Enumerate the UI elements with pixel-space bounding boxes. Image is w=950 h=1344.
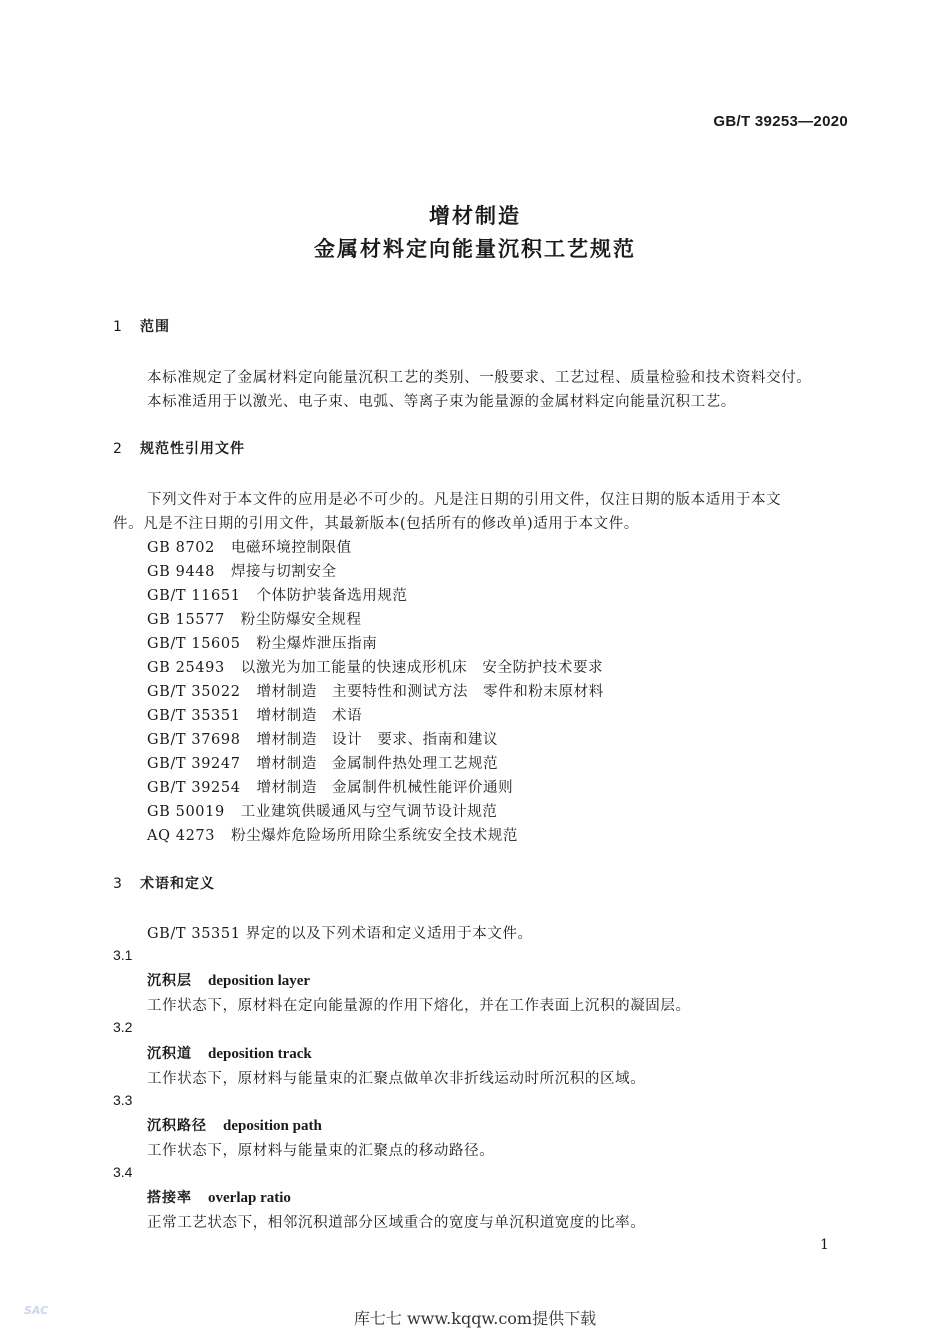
term-definition: 工作状态下，原材料与能量束的汇聚点做单次非折线运动时所沉积的区域。 (147, 1071, 646, 1087)
page-number: 1 (820, 1237, 829, 1253)
reference-item (147, 728, 498, 749)
term-number: 3.3 (113, 1092, 133, 1108)
section-number: 1 (113, 319, 123, 335)
section-2-heading (113, 438, 245, 458)
reference-item (147, 632, 377, 653)
reference-title: 以激光为加工能量的快速成形机床 安全防护技术要求 (240, 660, 604, 676)
term-cn: 沉积道 (147, 1046, 192, 1062)
reference-code: GB/T 39254 (147, 780, 241, 796)
reference-item (147, 800, 497, 821)
sac-logo-icon: SAC (24, 1304, 49, 1317)
term-definition: 正常工艺状态下，相邻沉积道部分区域重合的宽度与单沉积道宽度的比率。 (147, 1215, 646, 1231)
reference-code: GB 50019 (147, 804, 225, 820)
term-cn: 沉积路径 (147, 1118, 207, 1134)
section-title: 范围 (140, 319, 170, 335)
reference-code: GB 8702 (147, 540, 215, 556)
reference-title: 粉尘爆炸危险场所用除尘系统安全技术规范 (231, 828, 518, 844)
section-title: 术语和定义 (140, 876, 215, 892)
reference-title: 个体防护装备选用规范 (256, 588, 408, 604)
section-2-para-line-1: 下列文件对于本文件的应用是必不可少的。凡是注日期的引用文件，仅注日期的版本适用于本文 (147, 492, 782, 508)
reference-item (147, 536, 352, 557)
reference-title: 增材制造 设计 要求、指南和建议 (256, 732, 499, 748)
section-1-para-1: 本标准规定了金属材料定向能量沉积工艺的类别、一般要求、工艺过程、质量检验和技术资料交付。 (147, 370, 812, 386)
title-line-2: 金属材料定向能量沉积工艺规范 (314, 237, 636, 261)
reference-title: 粉尘防爆安全规程 (240, 612, 362, 628)
reference-code: AQ 4273 (147, 828, 216, 844)
reference-code: GB 9448 (147, 564, 215, 580)
reference-item (147, 680, 604, 701)
section-2-para-line-2: 件。凡是不注日期的引用文件，其最新版本(包括所有的修改单)适用于本文件。 (113, 516, 639, 532)
term-en: deposition layer (208, 973, 311, 989)
term-heading (147, 1187, 291, 1207)
term-cn: 沉积层 (147, 973, 192, 989)
reference-item (147, 704, 362, 725)
term-number: 3.1 (113, 947, 133, 963)
reference-code: GB/T 39247 (147, 756, 241, 772)
section-3-heading (113, 873, 215, 893)
term-en: deposition path (223, 1118, 322, 1134)
standard-number: GB/T 39253—2020 (713, 113, 848, 130)
term-number: 3.2 (113, 1019, 133, 1035)
term-en: overlap ratio (208, 1190, 291, 1206)
reference-code: GB/T 35022 (147, 684, 241, 700)
term-cn: 搭接率 (147, 1190, 192, 1206)
term-heading (147, 970, 310, 990)
reference-code: GB/T 37698 (147, 732, 241, 748)
section-number: 3 (113, 876, 123, 892)
reference-title: 焊接与切割安全 (230, 564, 337, 580)
reference-item (147, 752, 498, 773)
section-3-intro: GB/T 35351 界定的以及下列术语和定义适用于本文件。 (147, 926, 533, 942)
reference-title: 工业建筑供暖通风与空气调节设计规范 (240, 804, 498, 820)
reference-item (147, 560, 337, 581)
reference-item (147, 656, 603, 677)
reference-item (147, 584, 408, 605)
term-heading (147, 1115, 322, 1135)
term-definition: 工作状态下，原材料在定向能量源的作用下熔化，并在工作表面上沉积的凝固层。 (147, 998, 691, 1014)
reference-title: 电磁环境控制限值 (230, 540, 352, 556)
term-heading (147, 1043, 312, 1063)
reference-item (147, 824, 518, 845)
reference-code: GB/T 35351 (147, 708, 241, 724)
reference-item (147, 608, 362, 629)
term-en: deposition track (208, 1046, 312, 1062)
reference-code: GB 25493 (147, 660, 225, 676)
reference-code: GB/T 11651 (147, 588, 241, 604)
term-number: 3.4 (113, 1164, 133, 1180)
reference-title: 增材制造 术语 (256, 708, 363, 724)
download-footer: 库七七 www.kqqw.com提供下载 (353, 1309, 597, 1328)
reference-title: 增材制造 金属制件热处理工艺规范 (256, 756, 499, 772)
reference-title: 增材制造 主要特性和测试方法 零件和粉末原材料 (256, 684, 604, 700)
section-title: 规范性引用文件 (140, 441, 245, 457)
reference-code: GB 15577 (147, 612, 225, 628)
reference-item (147, 776, 513, 797)
reference-title: 增材制造 金属制件机械性能评价通则 (256, 780, 514, 796)
reference-title: 粉尘爆炸泄压指南 (256, 636, 378, 652)
section-1-para-2: 本标准适用于以激光、电子束、电弧、等离子束为能量源的金属材料定向能量沉积工艺。 (147, 394, 736, 410)
reference-code: GB/T 15605 (147, 636, 241, 652)
term-definition: 工作状态下，原材料与能量束的汇聚点的移动路径。 (147, 1143, 495, 1159)
section-number: 2 (113, 441, 123, 457)
section-1-heading (113, 316, 170, 336)
title-line-1: 增材制造 (429, 204, 521, 228)
